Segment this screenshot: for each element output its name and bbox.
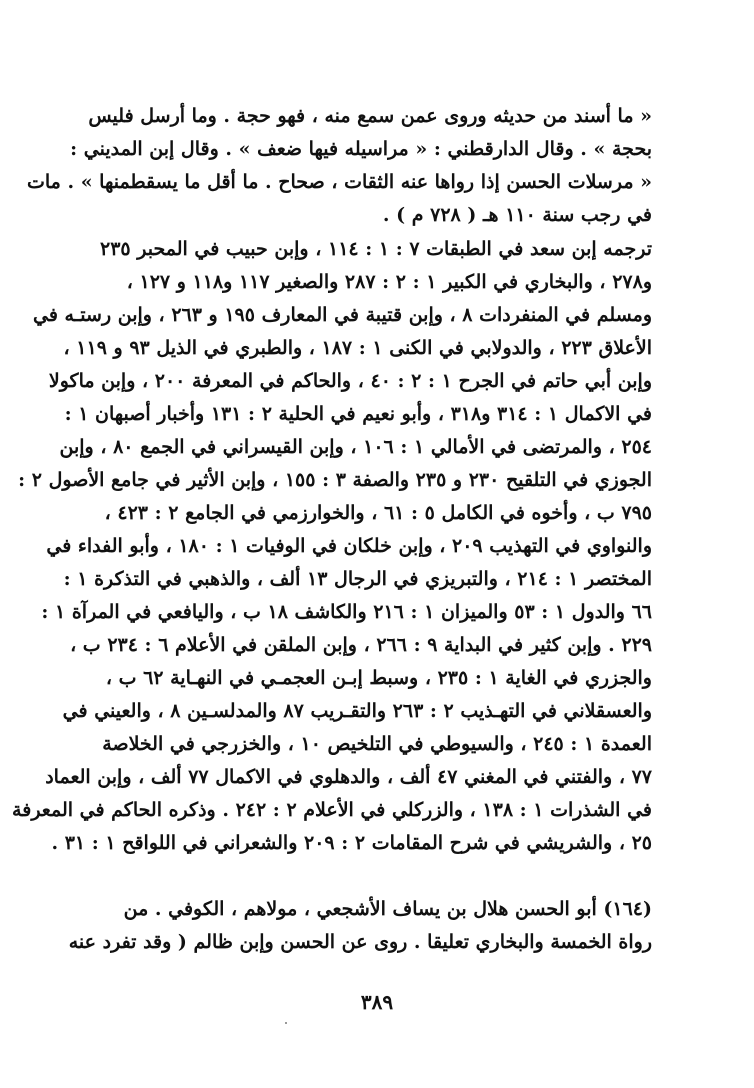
text-line: والجزري في الغاية ١ : ٢٣٥ ، وسبط إبـن العجمـي في النهـاية ٦٢ ب ، (105, 667, 652, 689)
text-line: الجوزي في التلقيح ٢٣٠ و ٢٣٥ والصفة ٣ : ١٥٥ ، وإبن الأثير في جامع الأصول ٢ : (18, 469, 652, 491)
paragraph-entry-164 (68, 893, 652, 959)
page-number: ٣٨٩ (360, 990, 394, 1014)
text-line: العمدة ١ : ٢٤٥ ، والسيوطي في التلخيص ١٠ ، والخزرجي في الخلاصة (102, 733, 652, 755)
text-line: المختصر ١ : ٢١٤ ، والتبريزي في الرجال ١٣ ألف ، والذهبي في التذكرة ١ : (63, 568, 652, 590)
text-line: و٢٧٨ ، والبخاري في الكبير ١ : ٢ : ٢٨٧ والصغير ١١٧ و١١٨ و ١٢٧ ، (126, 271, 652, 293)
text-line: ٦٦ والدول ١ : ٥٣ والميزان ١ : ٢١٦ والكاشف ١٨ ب ، واليافعي في المرآة ١ : (41, 601, 652, 623)
text-line: (١٦٤) أبو الحسن هلال بن يساف الأشجعي ، مولاهم ، الكوفي . من (123, 898, 652, 920)
text-line: بحجة » . وقال الدارقطني : « مراسيله فيها ضعف » . وقال إبن المديني : (70, 138, 652, 160)
text-line: في رجب سنة ١١٠ هـ ( ٧٢٨ م ) . (382, 204, 652, 226)
scan-speck (285, 1022, 287, 1024)
text-line: ٢٥ ، والشريشي في شرح المقامات ٢ : ٢٠٩ والشعراني في اللواقح ١ : ٣١ . (51, 832, 652, 854)
text-line: « ما أسند من حديثه وروى عمن سمع منه ، فهو حجة . وما أرسل فليس (88, 105, 652, 127)
text-line: الأعلاق ٢٢٣ ، والدولابي في الكنى ١ : ١٨٧ ، والطبري في الذيل ٩٣ و ١١٩ ، (63, 337, 652, 359)
text-line: ٢٢٩ . وإبن كثير في البداية ٩ : ٢٦٦ ، وإبن الملقن في الأعلام ٦ : ٢٣٤ ب ، (70, 634, 652, 656)
paragraph-biography-sources (12, 233, 652, 860)
paragraph-quote (27, 100, 652, 232)
text-line: ٧٩٥ ب ، وأخوه في الكامل ٥ : ٦١ ، والخوارزمي في الجامع ٢ : ٤٢٣ ، (104, 502, 652, 524)
text-line: في الاكمال ١ : ٣١٤ و٣١٨ ، وأبو نعيم في الحلية ٢ : ١٣١ وأخبار أصبهان ١ : (64, 403, 652, 425)
text-line: والنواوي في التهذيب ٢٠٩ ، وإبن خلكان في الوفيات ١ : ١٨٠ ، وأبو الفداء في (46, 535, 652, 557)
text-line: والعسقلاني في التهـذيب ٢ : ٢٦٣ والتقـريب ٨٧ والمدلسـين ٨ ، والعيني في (62, 700, 652, 722)
text-line: ترجمه إبن سعد في الطبقات ٧ : ١ : ١١٤ ، وإبن حبيب في المحبر ٢٣٥ (100, 238, 652, 260)
text-line: رواة الخمسة والبخاري تعليقا . روى عن الحسن وإبن ظالم ( وقد تفرد عنه (68, 931, 652, 953)
text-line: وإبن أبي حاتم في الجرح ١ : ٢ : ٤٠ ، والحاكم في المعرفة ٢٠٠ ، وإبن ماكولا (48, 370, 652, 392)
text-line: « مرسلات الحسن إذا رواها عنه الثقات ، صحاح . ما أقل ما يسقطمنها » . مات (27, 171, 652, 193)
text-line: ومسلم في المنفردات ٨ ، وإبن قتيبة في المعارف ١٩٥ و ٢٦٣ ، وإبن رستـه في (33, 304, 652, 326)
text-line: ٢٥٤ ، والمرتضى في الأمالي ١ : ١٠٦ ، وإبن القيسراني في الجمع ٨٠ ، وإبن (59, 436, 652, 458)
text-line: في الشذرات ١ : ١٣٨ ، والزركلي في الأعلام ٢ : ٢٤٢ . وذكره الحاكم في المعرفة (12, 799, 652, 821)
text-line: ٧٧ ، والفتني في المغني ٤٧ ألف ، والدهلوي في الاكمال ٧٧ ألف ، وإبن العماد (45, 766, 652, 788)
